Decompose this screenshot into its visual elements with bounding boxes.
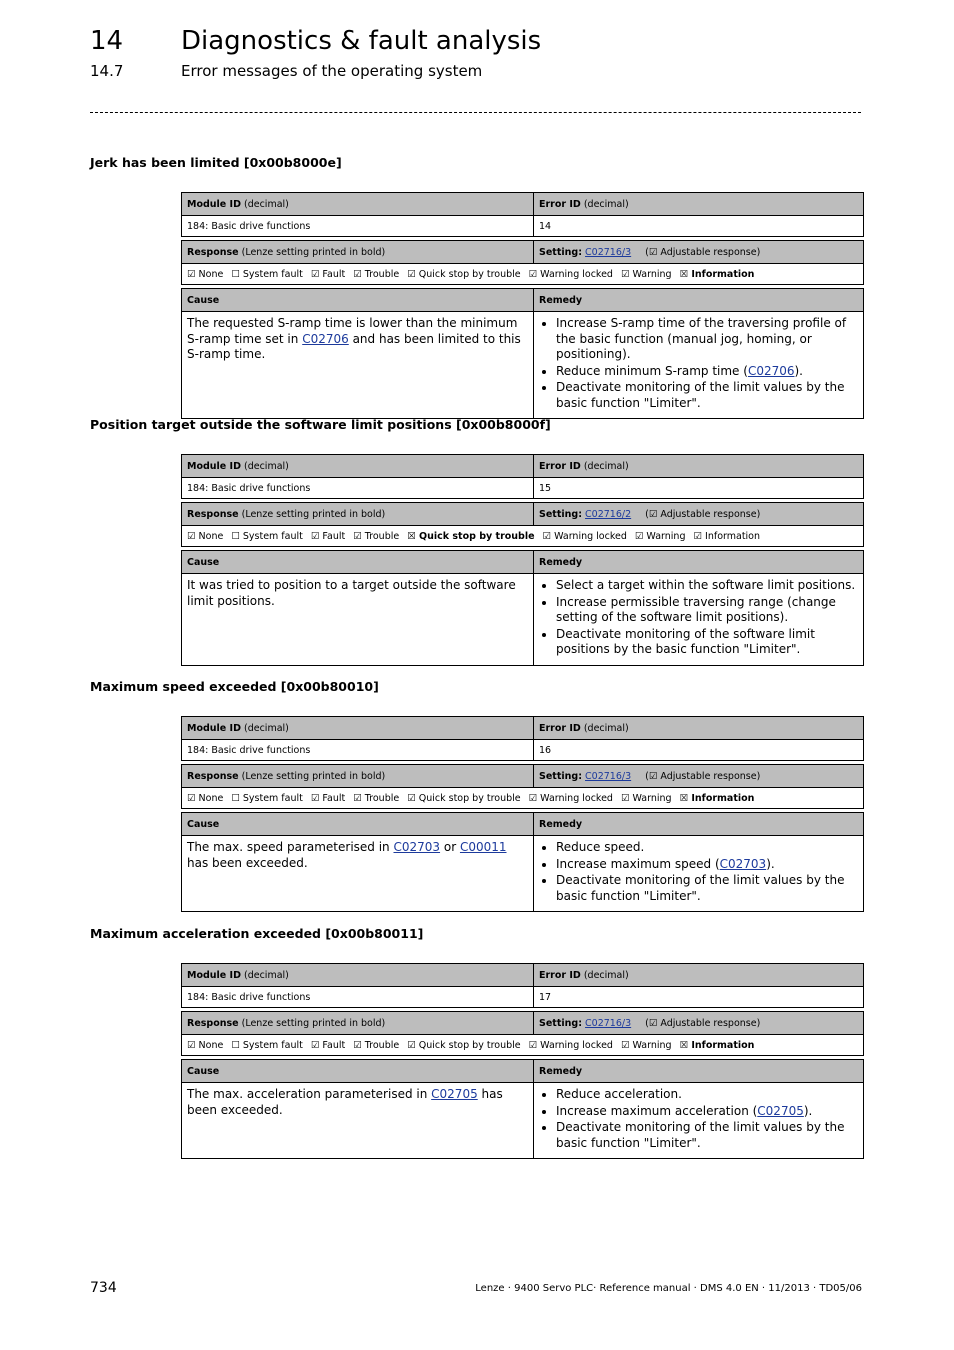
error-id-header: Error ID (decimal): [534, 717, 864, 740]
parameter-link[interactable]: C02706: [302, 331, 349, 346]
id-table: [181, 963, 864, 1008]
parameter-link[interactable]: C02705: [431, 1087, 478, 1101]
adjustable-note: (☑ Adjustable response): [645, 1017, 761, 1029]
response-option: ☑ Trouble: [353, 268, 400, 280]
setting-code-link[interactable]: C02716/3: [585, 246, 632, 258]
text-part: The max. acceleration parameterised in: [187, 1087, 432, 1101]
cause-text: [182, 1083, 534, 1159]
setting-header: Setting: C02716/3 (☑ Adjustable response): [534, 241, 864, 264]
error-title: Position target outside the software limit positions [0x00b8000f]: [90, 417, 551, 432]
response-table: [181, 764, 864, 809]
error-id-header: Error ID (decimal): [534, 964, 864, 987]
module-id-header: Module ID (decimal): [182, 964, 534, 987]
remedy-header: Remedy: [534, 289, 864, 312]
text-part: ).: [803, 1103, 813, 1118]
text-part: It was tried to position to a target outside the software limit positions.: [187, 578, 516, 608]
remedy-item: [556, 380, 858, 411]
text-part: Increase maximum acceleration (: [556, 1103, 758, 1118]
id-table: [181, 716, 864, 761]
response-options: [182, 526, 864, 547]
remedy-item: [556, 1104, 858, 1120]
remedy-item: [556, 316, 858, 363]
cause-header: Cause: [182, 289, 534, 312]
parameter-link[interactable]: C00011: [459, 840, 507, 854]
response-option: ☑ Fault: [310, 530, 346, 542]
module-value: 184: Basic drive functions: [182, 740, 534, 761]
response-header: Response (Lenze setting printed in bold): [182, 241, 534, 264]
response-table: [181, 1011, 864, 1056]
response-option: ☑ None: [187, 792, 224, 804]
remedy-item: [556, 1120, 858, 1151]
text-part: Increase S-ramp time of the traversing profile of the basic function (manual jog, homing, or positioning).: [556, 316, 847, 361]
response-option: ☑ Warning locked: [542, 530, 627, 542]
response-option: ☑ Warning locked: [528, 268, 613, 280]
remedy-list: [534, 836, 864, 912]
text-part: Reduce speed.: [556, 840, 645, 854]
footer-text: Lenze · 9400 Servo PLC· Reference manual · DMS 4.0 EN · 11/2013 · TD05/06: [475, 1283, 862, 1294]
text-part: Deactivate monitoring of the limit values by the basic function "Limiter".: [556, 873, 845, 903]
response-option: ☑ None: [187, 1039, 224, 1051]
cause-remedy-table: [181, 288, 864, 419]
remedy-item: [556, 595, 858, 626]
response-option: ☑ Warning locked: [528, 1039, 613, 1051]
response-header: Response (Lenze setting printed in bold): [182, 1012, 534, 1035]
text-part: Increase maximum speed (: [556, 856, 720, 871]
response-option: ☒ Information: [679, 1039, 755, 1051]
response-option: ☑ Quick stop by trouble: [407, 792, 521, 804]
remedy-header: Remedy: [534, 1060, 864, 1083]
response-option: ☑ None: [187, 268, 224, 280]
response-option: ☑ Fault: [310, 1039, 346, 1051]
chapter-number: 14: [90, 26, 124, 56]
response-header: Response (Lenze setting printed in bold): [182, 503, 534, 526]
section-title: Error messages of the operating system: [181, 62, 483, 80]
remedy-item: [556, 873, 858, 904]
text-part: Reduce minimum S-ramp time (: [556, 363, 748, 378]
setting-code-link[interactable]: C02716/3: [585, 770, 632, 782]
response-option: ☑ Trouble: [353, 1039, 400, 1051]
error-id-value: 17: [534, 987, 864, 1008]
response-option: ☑ Warning: [620, 792, 672, 804]
setting-code-link[interactable]: C02716/2: [585, 508, 632, 520]
adjustable-note: (☑ Adjustable response): [645, 508, 761, 520]
response-header: Response (Lenze setting printed in bold): [182, 765, 534, 788]
adjustable-note: (☑ Adjustable response): [645, 246, 761, 258]
remedy-header: Remedy: [534, 551, 864, 574]
response-option: ☑ Trouble: [353, 530, 400, 542]
module-value: 184: Basic drive functions: [182, 478, 534, 499]
response-option: ☑ Warning: [620, 268, 672, 280]
response-option: ☐ System fault: [231, 268, 303, 280]
cause-text: [182, 574, 534, 666]
response-option: ☐ System fault: [231, 1039, 303, 1051]
response-option: ☒ Information: [679, 268, 755, 280]
chapter-title: Diagnostics & fault analysis: [181, 26, 542, 56]
response-option: ☑ Trouble: [353, 792, 400, 804]
remedy-item: [556, 627, 858, 658]
header-divider: [90, 112, 861, 113]
cause-header: Cause: [182, 551, 534, 574]
text-part: has been exceeded.: [187, 855, 308, 870]
response-table: [181, 240, 864, 285]
text-part: Deactivate monitoring of the limit values by the basic function "Limiter".: [556, 380, 845, 410]
id-table: [181, 454, 864, 499]
text-part: The requested S-ramp time is lower than the minimum S-ramp time set in: [187, 316, 518, 346]
response-options: [182, 264, 864, 285]
text-part: or: [440, 840, 460, 854]
response-option: ☑ Warning: [620, 1039, 672, 1051]
response-option: ☑ Quick stop by trouble: [407, 1039, 521, 1051]
error-title: Maximum acceleration exceeded [0x00b80011]: [90, 926, 424, 941]
text-part: has been exceeded.: [187, 1087, 503, 1117]
cause-text: [182, 836, 534, 912]
setting-code-link[interactable]: C02716/3: [585, 1017, 632, 1029]
section-number: 14.7: [90, 62, 124, 80]
error-id-value: 16: [534, 740, 864, 761]
text-part: Deactivate monitoring of the software limit positions by the basic function "Limiter".: [556, 626, 815, 656]
remedy-item: [556, 840, 858, 856]
error-id-value: 14: [534, 216, 864, 237]
response-options: [182, 1035, 864, 1056]
text-part: Select a target within the software limit positions.: [556, 578, 856, 592]
remedy-list: [534, 1083, 864, 1159]
cause-header: Cause: [182, 1060, 534, 1083]
module-id-header: Module ID (decimal): [182, 717, 534, 740]
adjustable-note: (☑ Adjustable response): [645, 770, 761, 782]
module-id-header: Module ID (decimal): [182, 193, 534, 216]
id-table: [181, 192, 864, 237]
response-option: ☑ Warning: [634, 530, 686, 542]
text-part: Deactivate monitoring of the limit values by the basic function "Limiter".: [556, 1120, 845, 1150]
parameter-link[interactable]: C02706: [747, 363, 795, 378]
response-option: ☐ System fault: [231, 530, 303, 542]
remedy-list: [534, 312, 864, 419]
cause-remedy-table: [181, 812, 864, 912]
page-number: 734: [90, 1280, 117, 1296]
error-id-value: 15: [534, 478, 864, 499]
response-option: ☑ Quick stop by trouble: [407, 268, 521, 280]
module-value: 184: Basic drive functions: [182, 216, 534, 237]
cause-remedy-table: [181, 550, 864, 666]
response-options: [182, 788, 864, 809]
response-option: ☑ Warning locked: [528, 792, 613, 804]
text-part: Increase permissible traversing range (change setting of the software limit positions).: [556, 594, 836, 624]
error-title: Jerk has been limited [0x00b8000e]: [90, 155, 342, 170]
module-value: 184: Basic drive functions: [182, 987, 534, 1008]
cause-header: Cause: [182, 813, 534, 836]
parameter-link[interactable]: C02705: [757, 1103, 804, 1118]
response-option: ☐ System fault: [231, 792, 303, 804]
response-option: ☑ None: [187, 530, 224, 542]
text-part: ).: [766, 856, 775, 871]
remedy-list: [534, 574, 864, 666]
cause-remedy-table: [181, 1059, 864, 1159]
text-part: ).: [794, 363, 803, 378]
remedy-item: [556, 857, 858, 873]
response-table: [181, 502, 864, 547]
parameter-link[interactable]: C02703: [393, 840, 441, 854]
parameter-link[interactable]: C02703: [719, 856, 767, 871]
remedy-item: [556, 364, 858, 380]
setting-header: Setting: C02716/2 (☑ Adjustable response): [534, 503, 864, 526]
response-option: ☑ Fault: [310, 268, 346, 280]
setting-header: Setting: C02716/3 (☑ Adjustable response): [534, 1012, 864, 1035]
error-id-header: Error ID (decimal): [534, 455, 864, 478]
remedy-item: [556, 578, 858, 594]
response-option: ☒ Information: [679, 792, 755, 804]
text-part: and has been limited to this S-ramp time.: [187, 331, 521, 361]
response-option: ☒ Quick stop by trouble: [407, 530, 535, 542]
text-part: Reduce acceleration.: [556, 1087, 682, 1101]
setting-header: Setting: C02716/3 (☑ Adjustable response): [534, 765, 864, 788]
response-option: ☑ Fault: [310, 792, 346, 804]
remedy-header: Remedy: [534, 813, 864, 836]
module-id-header: Module ID (decimal): [182, 455, 534, 478]
cause-text: [182, 312, 534, 419]
remedy-item: [556, 1087, 858, 1103]
error-title: Maximum speed exceeded [0x00b80010]: [90, 679, 379, 694]
text-part: The max. speed parameterised in: [187, 840, 394, 854]
response-option: ☑ Information: [693, 530, 761, 542]
error-id-header: Error ID (decimal): [534, 193, 864, 216]
